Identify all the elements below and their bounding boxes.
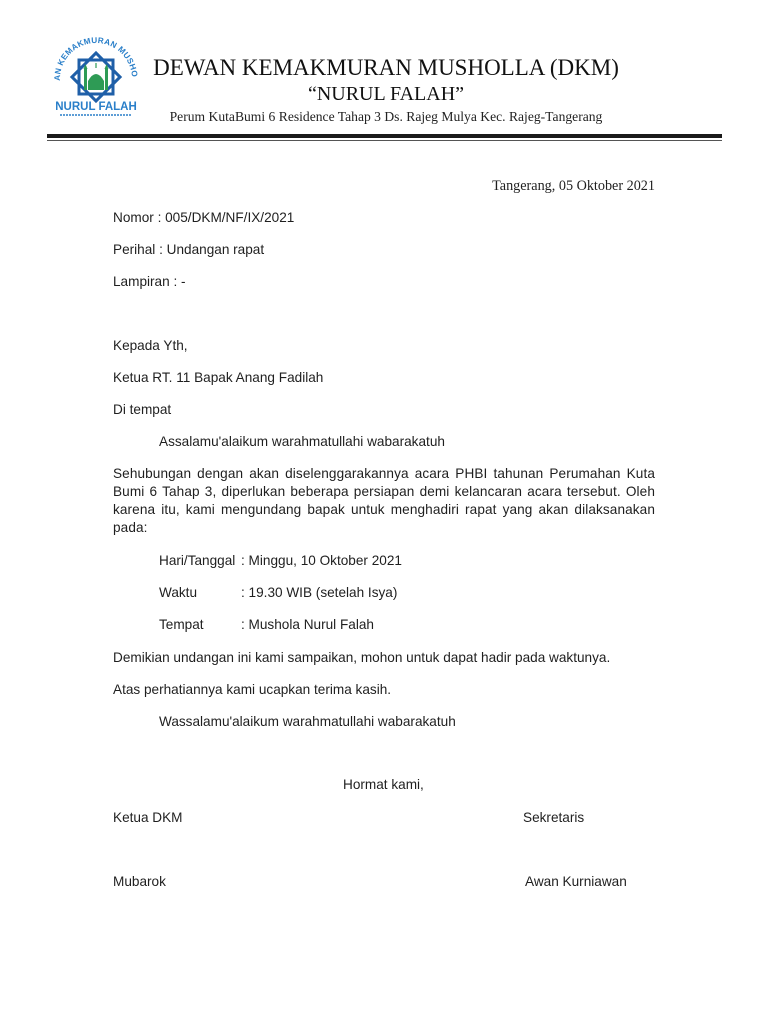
detail-row-date [159,553,402,568]
letterhead-divider-thick [47,134,722,138]
org-name: DEWAN KEMAKMURAN MUSHOLLA (DKM) [153,55,619,80]
org-subname: “NURUL FALAH” [307,83,465,105]
signatory-right-title: Sekretaris [523,810,585,825]
body-paragraph: Sehubungan dengan akan diselenggarakannya acara PHBI tahunan Perumahan Kuta Bumi 6 Tahap 3, diperlukan beberapa persiapan demi kelancaran acara tersebut. Oleh karena itu, kami mengundang bapak untuk menghadiri rapat yang akan dilaksanakan pada: [113,466,655,535]
regards: Hormat kami, [343,777,424,792]
detail-value: : 19.30 WIB (setelah Isya) [241,585,398,600]
detail-row-place [159,617,374,632]
detail-value: : Mushola Nurul Falah [241,617,374,632]
org-address: Perum KutaBumi 6 Residence Tahap 3 Ds. Rajeg Mulya Kec. Rajeg-Tangerang [169,109,603,124]
logo-name-text: NURUL FALAH [55,101,137,113]
dkm-logo [48,33,144,119]
detail-value: : Minggu, 10 Oktober 2021 [241,553,402,568]
recipient-line-3: Di tempat [113,402,172,417]
letterhead-divider-thin [47,140,722,141]
signatory-left-title: Ketua DKM [113,810,183,825]
closing-line-1: Demikian undangan ini kami sampaikan, mohon untuk dapat hadir pada waktunya. [113,650,611,665]
detail-label: Tempat [159,617,204,632]
detail-label: Hari/Tanggal [159,553,236,568]
mosque-star-logo-icon [48,33,144,119]
logo-arc-text: AN KEMAKMURAN MUSHO [52,35,140,81]
closing-greeting: Wassalamu'alaikum warahmatullahi wabarakatuh [159,714,456,729]
signatory-right-name: Awan Kurniawan [525,874,627,889]
letter-number: Nomor : 005/DKM/NF/IX/2021 [113,210,295,225]
place-date: Tangerang, 05 Oktober 2021 [492,178,655,194]
detail-label: Waktu [159,585,198,600]
closing-line-2: Atas perhatiannya kami ucapkan terima kasih. [113,682,392,697]
recipient-line-2: Ketua RT. 11 Bapak Anang Fadilah [113,370,324,385]
recipient-line-1: Kepada Yth, [113,338,188,353]
letter-attachment: Lampiran : - [113,274,186,289]
signatory-left-name: Mubarok [113,874,166,889]
letter-subject: Perihal : Undangan rapat [113,242,265,257]
opening-greeting: Assalamu'alaikum warahmatullahi wabarakatuh [159,434,445,449]
detail-row-time [159,585,397,600]
